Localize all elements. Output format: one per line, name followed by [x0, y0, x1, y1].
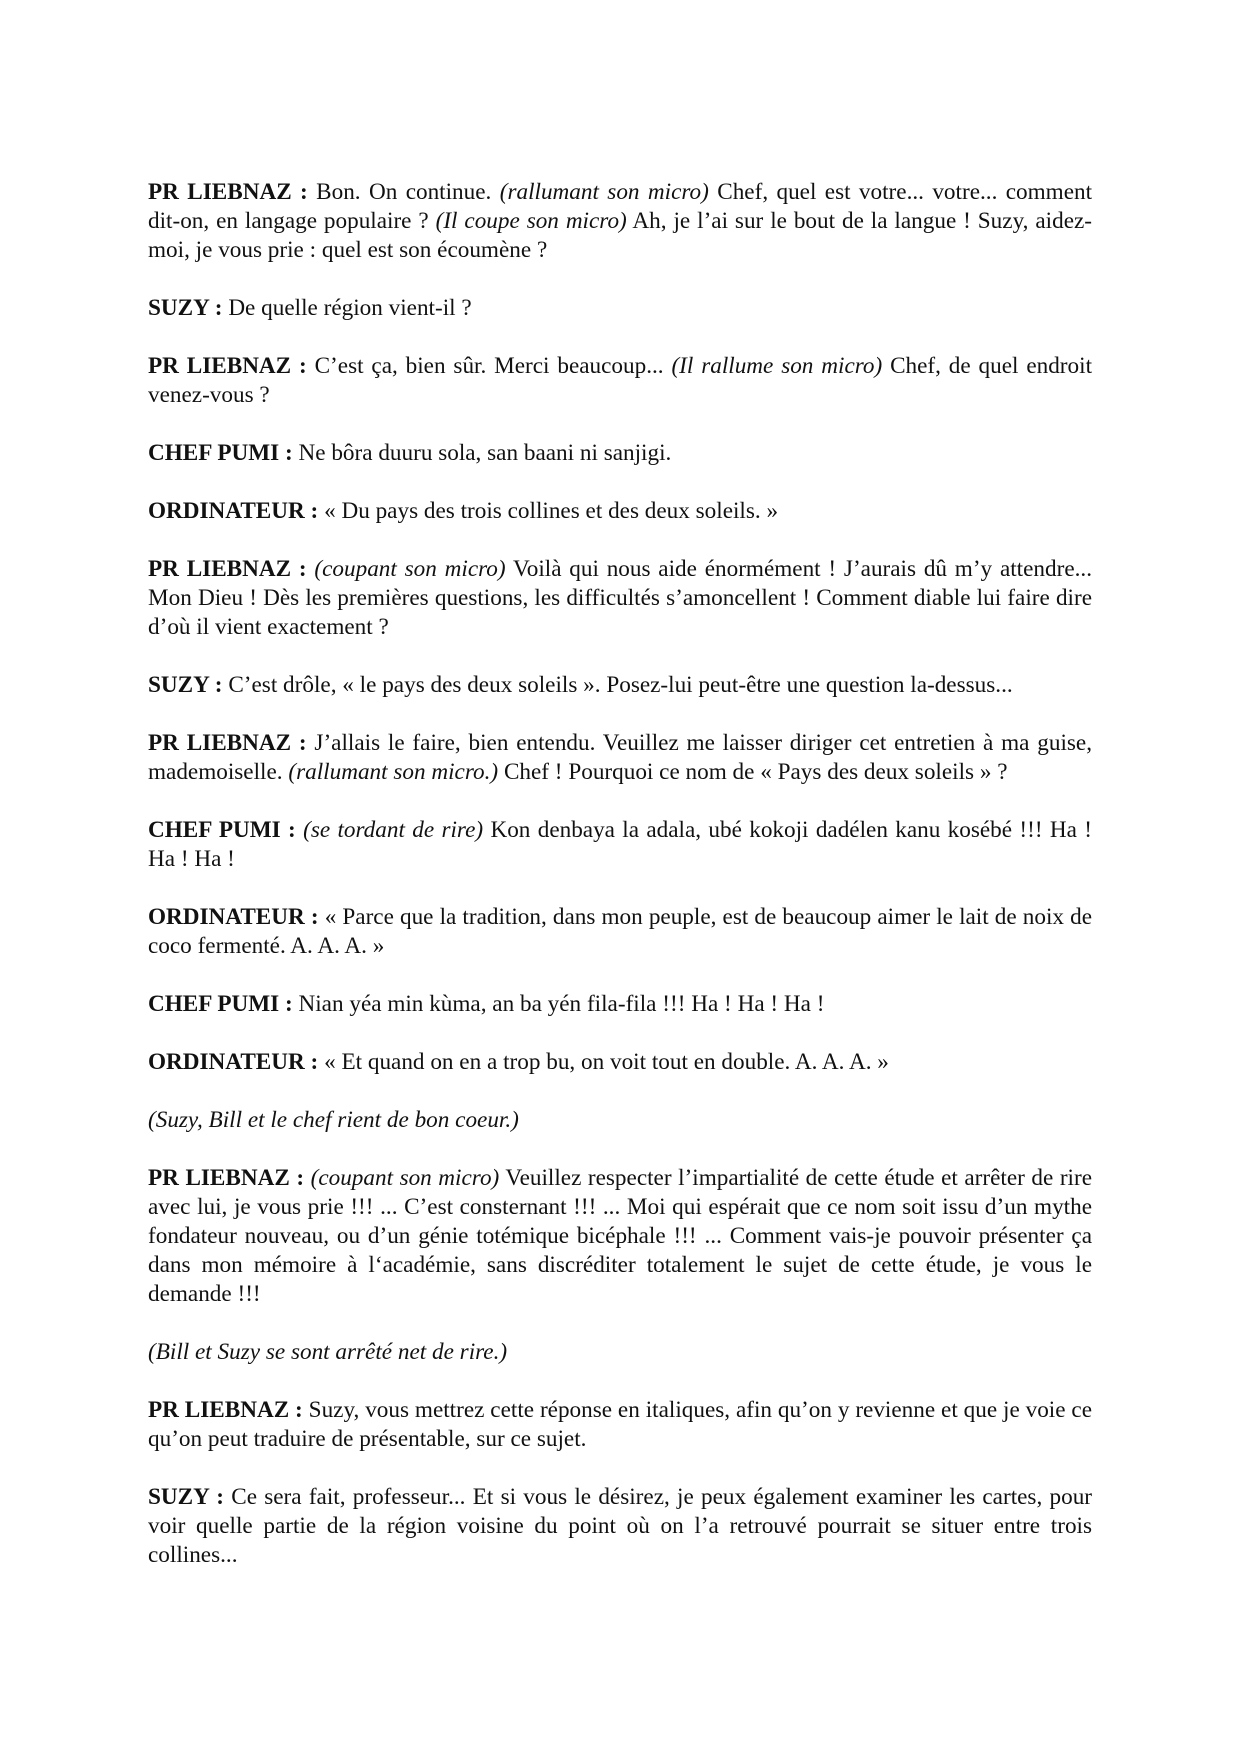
dialogue-text: « Du pays des trois collines et des deux soleils. »	[324, 498, 779, 524]
stage-direction-text: (Suzy, Bill et le chef rient de bon coeur.)	[148, 1107, 519, 1133]
dialogue-line	[148, 903, 1092, 961]
dialogue-line	[148, 1164, 1092, 1309]
stage-direction-text: (se tordant de rire)	[303, 817, 484, 843]
dialogue-line	[148, 990, 1092, 1019]
dialogue-text: Ah, je l’ai sur le bout de la langue ! Suzy, aidez-moi, je vous prie : quel est son écoumène ?	[148, 208, 1092, 263]
dialogue-text: Chef ! Pourquoi ce nom de « Pays des deux soleils » ?	[503, 759, 1008, 785]
dialogue-line	[148, 671, 1092, 700]
dialogue-text: De quelle région vient-il ?	[228, 295, 472, 321]
dialogue-text: Nian yéa min kùma, an ba yén fila-fila !!! Ha ! Ha ! Ha !	[298, 991, 825, 1017]
dialogue-line	[148, 729, 1092, 787]
speaker-name: CHEF PUMI :	[148, 991, 293, 1017]
speaker-name: ORDINATEUR :	[148, 498, 319, 524]
speaker-name: PR LIEBNAZ :	[148, 353, 307, 379]
dialogue-text: Chef, quel est votre... votre... comment dit-on, en langage populaire ?	[148, 179, 1093, 234]
stage-direction-text: (rallumant son micro.)	[288, 759, 499, 785]
dialogue-text: Suzy, vous mettrez cette réponse en italiques, afin qu’on y revienne et que je voie ce qu’on peut traduire de présentable, sur ce sujet.	[148, 1397, 1093, 1452]
stage-direction-text: (coupant son micro)	[310, 1165, 500, 1191]
stage-direction-text: (Il coupe son micro)	[435, 208, 627, 234]
speaker-name: PR LIEBNAZ :	[148, 1165, 305, 1191]
dialogue-text: « Parce que la tradition, dans mon peuple, est de beaucoup aimer le lait de noix de coco fermenté. A. A. A. »	[148, 904, 1093, 959]
dialogue-line	[148, 555, 1092, 642]
stage-direction-text: (Bill et Suzy se sont arrêté net de rire.)	[148, 1339, 508, 1365]
dialogue-text: Voilà qui nous aide énormément ! J’aurais dû m’y attendre... Mon Dieu ! Dès les premières questions, les difficultés s’amoncellent ! Comment diable lui faire dire d’où il vient exactement ?	[148, 556, 1093, 640]
speaker-name: SUZY :	[148, 672, 223, 698]
dialogue-line	[148, 294, 1092, 323]
speaker-name: ORDINATEUR :	[148, 904, 319, 930]
dialogue-line	[148, 1396, 1092, 1454]
speaker-name: SUZY :	[148, 295, 223, 321]
dialogue-line	[148, 1483, 1092, 1570]
dialogue-line	[148, 178, 1092, 265]
script-page	[148, 178, 1092, 1599]
dialogue-text: Ce sera fait, professeur... Et si vous le désirez, je peux également examiner les cartes, pour voir quelle partie de la région voisine du point où on l’a retrouvé pourrait se situer entre trois collines...	[148, 1484, 1093, 1568]
stage-direction-text: (Il rallume son micro)	[671, 353, 883, 379]
stage-direction	[148, 1338, 1092, 1367]
dialogue-text: Ne bôra duuru sola, san baani ni sanjigi.	[298, 440, 672, 466]
dialogue-text: « Et quand on en a trop bu, on voit tout en double. A. A. A. »	[324, 1049, 889, 1075]
speaker-name: CHEF PUMI :	[148, 817, 296, 843]
dialogue-line	[148, 352, 1092, 410]
speaker-name: PR LIEBNAZ :	[148, 179, 308, 205]
dialogue-text: Veuillez respecter l’impartialité de cette étude et arrêter de rire avec lui, je vous prie !!! ... C’est consternant !!! ... Moi qui espérait que ce nom soit issu d’un mythe fondateur nouveau, ou d’un génie totémique bicéphale !!! ... Comment vais-je pouvoir présenter ça dans mon mémoire à l‘académie, sans discréditer totalement le sujet de cette étude, je vous le demande !!!	[148, 1165, 1092, 1307]
dialogue-line	[148, 1048, 1092, 1077]
speaker-name: CHEF PUMI :	[148, 440, 293, 466]
dialogue-text: J’allais le faire, bien entendu. Veuillez me laisser diriger cet entretien à ma guise, mademoiselle.	[148, 730, 1093, 785]
dialogue-line	[148, 439, 1092, 468]
speaker-name: SUZY :	[148, 1484, 224, 1510]
dialogue-text: C’est drôle, « le pays des deux soleils ». Posez-lui peut-être une question la-dessus...	[228, 672, 1013, 698]
speaker-name: PR LIEBNAZ :	[148, 1397, 303, 1423]
dialogue-text: C’est ça, bien sûr. Merci beaucoup...	[314, 353, 664, 379]
dialogue-line	[148, 816, 1092, 874]
stage-direction-text: (rallumant son micro)	[499, 179, 709, 205]
stage-direction	[148, 1106, 1092, 1135]
stage-direction-text: (coupant son micro)	[314, 556, 506, 582]
speaker-name: PR LIEBNAZ :	[148, 730, 307, 756]
dialogue-text: Kon denbaya la adala, ubé kokoji dadélen kanu kosébé !!! Ha ! Ha ! Ha !	[148, 817, 1092, 872]
dialogue-text: Chef, de quel endroit venez-vous ?	[148, 353, 1093, 408]
dialogue-text: Bon. On continue.	[316, 179, 492, 205]
dialogue-line	[148, 497, 1092, 526]
speaker-name: PR LIEBNAZ :	[148, 556, 307, 582]
speaker-name: ORDINATEUR :	[148, 1049, 319, 1075]
